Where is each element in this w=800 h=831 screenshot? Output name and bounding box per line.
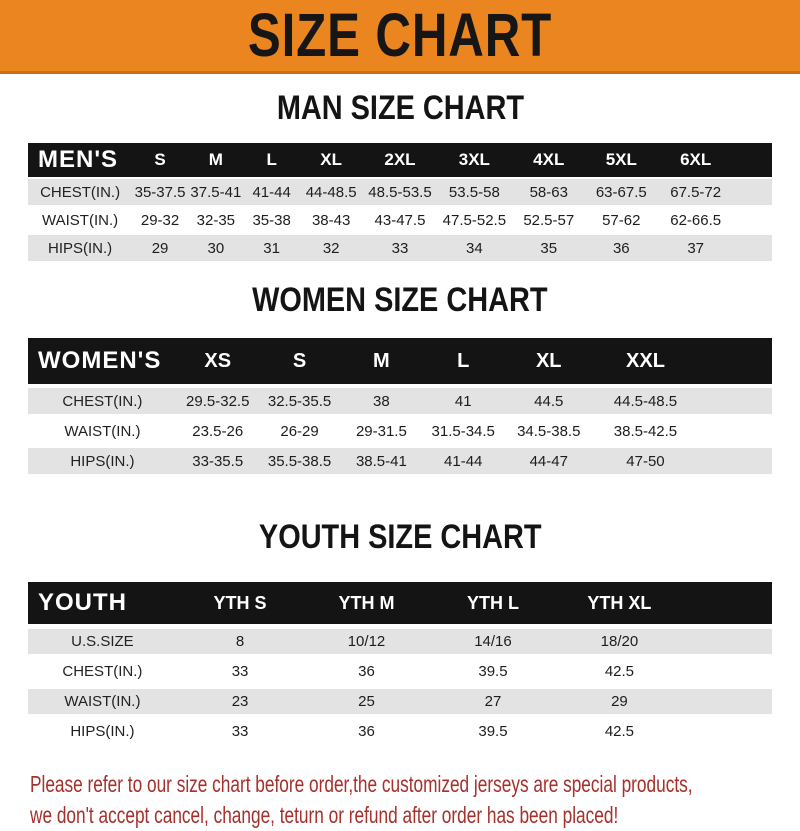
size-value-cell: 41-44 — [422, 448, 504, 474]
size-value-cell: 32-35 — [196, 211, 236, 229]
row-label: HIPS(IN.) — [28, 448, 177, 474]
row-label: WAIST(IN.) — [64, 422, 141, 440]
size-value-cell: 14/16 — [430, 629, 556, 654]
size-column-header: M — [340, 338, 422, 384]
banner-title: SIZE CHART — [247, 1, 553, 70]
womens-size-table — [28, 334, 772, 478]
size-column-header: L — [422, 338, 504, 384]
size-column-header: L — [244, 143, 300, 177]
table-row — [28, 448, 772, 474]
size-value-cell: 44-47 — [504, 448, 593, 474]
cell-filler — [683, 719, 772, 744]
row-label: WAIST(IN.) — [28, 689, 177, 714]
size-value-cell: 44.5-48.5 — [593, 388, 697, 414]
size-column-header: 3XL — [437, 143, 511, 177]
size-value-cell: 29.5-32.5 — [177, 388, 259, 414]
header-filler — [683, 582, 772, 624]
size-value-cell: 31.5-34.5 — [431, 422, 495, 440]
size-value-cell: 42.5 — [604, 663, 635, 680]
row-label: HIPS(IN.) — [70, 723, 135, 740]
size-value-cell: 23.5-26 — [192, 422, 244, 440]
table-row — [28, 207, 772, 233]
size-chart-banner — [0, 0, 800, 74]
size-value-cell: 35.5-38.5 — [259, 448, 341, 474]
size-value-cell: 63-67.5 — [586, 179, 657, 205]
youth-section-heading-text: YOUTH SIZE CHART — [258, 518, 542, 556]
size-value-cell: 26-29 — [280, 422, 319, 440]
size-value-cell: 38.5-41 — [340, 448, 422, 474]
size-value-cell: 53.5-58 — [437, 179, 511, 205]
table-row — [28, 689, 772, 714]
size-value-cell: 10/12 — [303, 629, 429, 654]
size-value-cell: 37.5-41 — [188, 179, 244, 205]
size-value-cell: 39.5 — [478, 723, 508, 740]
size-column-header: 6XL — [657, 143, 735, 177]
row-label: WAIST(IN.) — [42, 211, 119, 229]
size-value-cell: 23 — [177, 689, 303, 714]
women-section-heading-text: WOMEN SIZE CHART — [252, 281, 548, 319]
table-header-label: MEN'S — [28, 143, 132, 177]
disclaimer-line-2: we don't accept cancel, change, teturn or refund after order has been placed! — [30, 801, 619, 828]
cell-filler — [735, 179, 772, 205]
cell-filler — [683, 689, 772, 714]
cell-filler — [683, 659, 772, 684]
table-row — [28, 659, 772, 684]
size-value-cell: 57-62 — [602, 211, 641, 229]
cell-filler — [698, 388, 772, 414]
size-column-header: YTH XL — [556, 582, 682, 624]
size-value-cell: 8 — [177, 629, 303, 654]
size-value-cell: 38.5-42.5 — [613, 422, 678, 440]
mens-size-table — [28, 141, 772, 263]
size-value-cell: 44.5 — [504, 388, 593, 414]
size-column-header: 2XL — [363, 143, 437, 177]
size-value-cell: 47.5-52.5 — [442, 211, 507, 229]
size-value-cell: 33 — [231, 663, 249, 680]
size-column-header: XXL — [593, 338, 697, 384]
table-header-label: WOMEN'S — [28, 338, 177, 384]
cell-filler — [698, 448, 772, 474]
size-value-cell: 18/20 — [556, 629, 682, 654]
size-value-cell: 41 — [422, 388, 504, 414]
table-row — [28, 629, 772, 654]
size-value-cell: 42.5 — [604, 723, 635, 740]
size-value-cell: 33-35.5 — [177, 448, 259, 474]
size-value-cell: 27 — [430, 689, 556, 714]
size-value-cell: 32.5-35.5 — [259, 388, 341, 414]
size-value-cell: 39.5 — [478, 663, 508, 680]
size-value-cell: 29 — [132, 235, 188, 261]
size-value-cell: 44-48.5 — [300, 179, 363, 205]
row-label: U.S.SIZE — [28, 629, 177, 654]
cell-filler — [735, 235, 772, 261]
row-label: CHEST(IN.) — [28, 388, 177, 414]
size-value-cell: 32 — [300, 235, 363, 261]
size-value-cell: 47-50 — [593, 448, 697, 474]
header-filler — [735, 143, 772, 177]
size-value-cell: 30 — [188, 235, 244, 261]
size-value-cell: 58-63 — [512, 179, 586, 205]
size-column-header: S — [259, 338, 341, 384]
youth-section-heading — [0, 518, 800, 557]
youth-size-table — [28, 577, 772, 749]
header-filler — [698, 338, 772, 384]
size-value-cell: 67.5-72 — [657, 179, 735, 205]
men-section-heading-text: MAN SIZE CHART — [276, 89, 524, 127]
row-label: CHEST(IN.) — [28, 179, 132, 205]
table-header-label: YOUTH — [28, 582, 177, 624]
table-row — [28, 388, 772, 414]
size-value-cell: 34.5-38.5 — [517, 422, 581, 440]
size-column-header: S — [132, 143, 188, 177]
size-column-header: M — [188, 143, 244, 177]
size-column-header: YTH M — [303, 582, 429, 624]
disclaimer-footer — [30, 769, 800, 831]
women-section-heading — [0, 281, 800, 320]
size-value-cell: 43-47.5 — [374, 211, 426, 229]
size-value-cell: 34 — [437, 235, 511, 261]
table-row — [28, 179, 772, 205]
size-value-cell: 41-44 — [244, 179, 300, 205]
size-value-cell: 35 — [512, 235, 586, 261]
size-value-cell: 36 — [586, 235, 657, 261]
size-value-cell: 38-43 — [311, 211, 351, 229]
size-column-header: 5XL — [586, 143, 657, 177]
size-value-cell: 62-66.5 — [670, 211, 722, 229]
table-header-row — [28, 338, 772, 384]
size-value-cell: 37 — [657, 235, 735, 261]
cell-filler — [698, 418, 772, 444]
table-header-row — [28, 143, 772, 177]
size-value-cell: 36 — [358, 663, 375, 680]
size-column-header: XL — [300, 143, 363, 177]
size-value-cell: 29-32 — [140, 211, 180, 229]
cell-filler — [735, 207, 772, 233]
size-value-cell: 52.5-57 — [523, 211, 575, 229]
table-row — [28, 235, 772, 261]
size-value-cell: 31 — [244, 235, 300, 261]
size-value-cell: 25 — [303, 689, 429, 714]
table-row — [28, 418, 772, 444]
size-value-cell: 36 — [358, 723, 375, 740]
size-column-header: YTH L — [430, 582, 556, 624]
disclaimer-line-1: Please refer to our size chart before order,the customized jerseys are special products, — [30, 771, 693, 797]
size-value-cell: 35-37.5 — [132, 179, 188, 205]
men-section-heading — [0, 89, 800, 128]
size-value-cell: 33 — [231, 723, 249, 740]
size-value-cell: 29 — [556, 689, 682, 714]
size-column-header: XS — [177, 338, 259, 384]
table-row — [28, 719, 772, 744]
cell-filler — [683, 629, 772, 654]
row-label: HIPS(IN.) — [28, 235, 132, 261]
size-value-cell: 48.5-53.5 — [363, 179, 437, 205]
row-label: CHEST(IN.) — [62, 663, 143, 680]
size-column-header: XL — [504, 338, 593, 384]
size-column-header: 4XL — [512, 143, 586, 177]
table-header-row — [28, 582, 772, 624]
size-column-header: YTH S — [177, 582, 303, 624]
size-value-cell: 33 — [363, 235, 437, 261]
size-value-cell: 35-38 — [252, 211, 291, 229]
size-value-cell: 29-31.5 — [355, 422, 407, 440]
size-value-cell: 38 — [340, 388, 422, 414]
